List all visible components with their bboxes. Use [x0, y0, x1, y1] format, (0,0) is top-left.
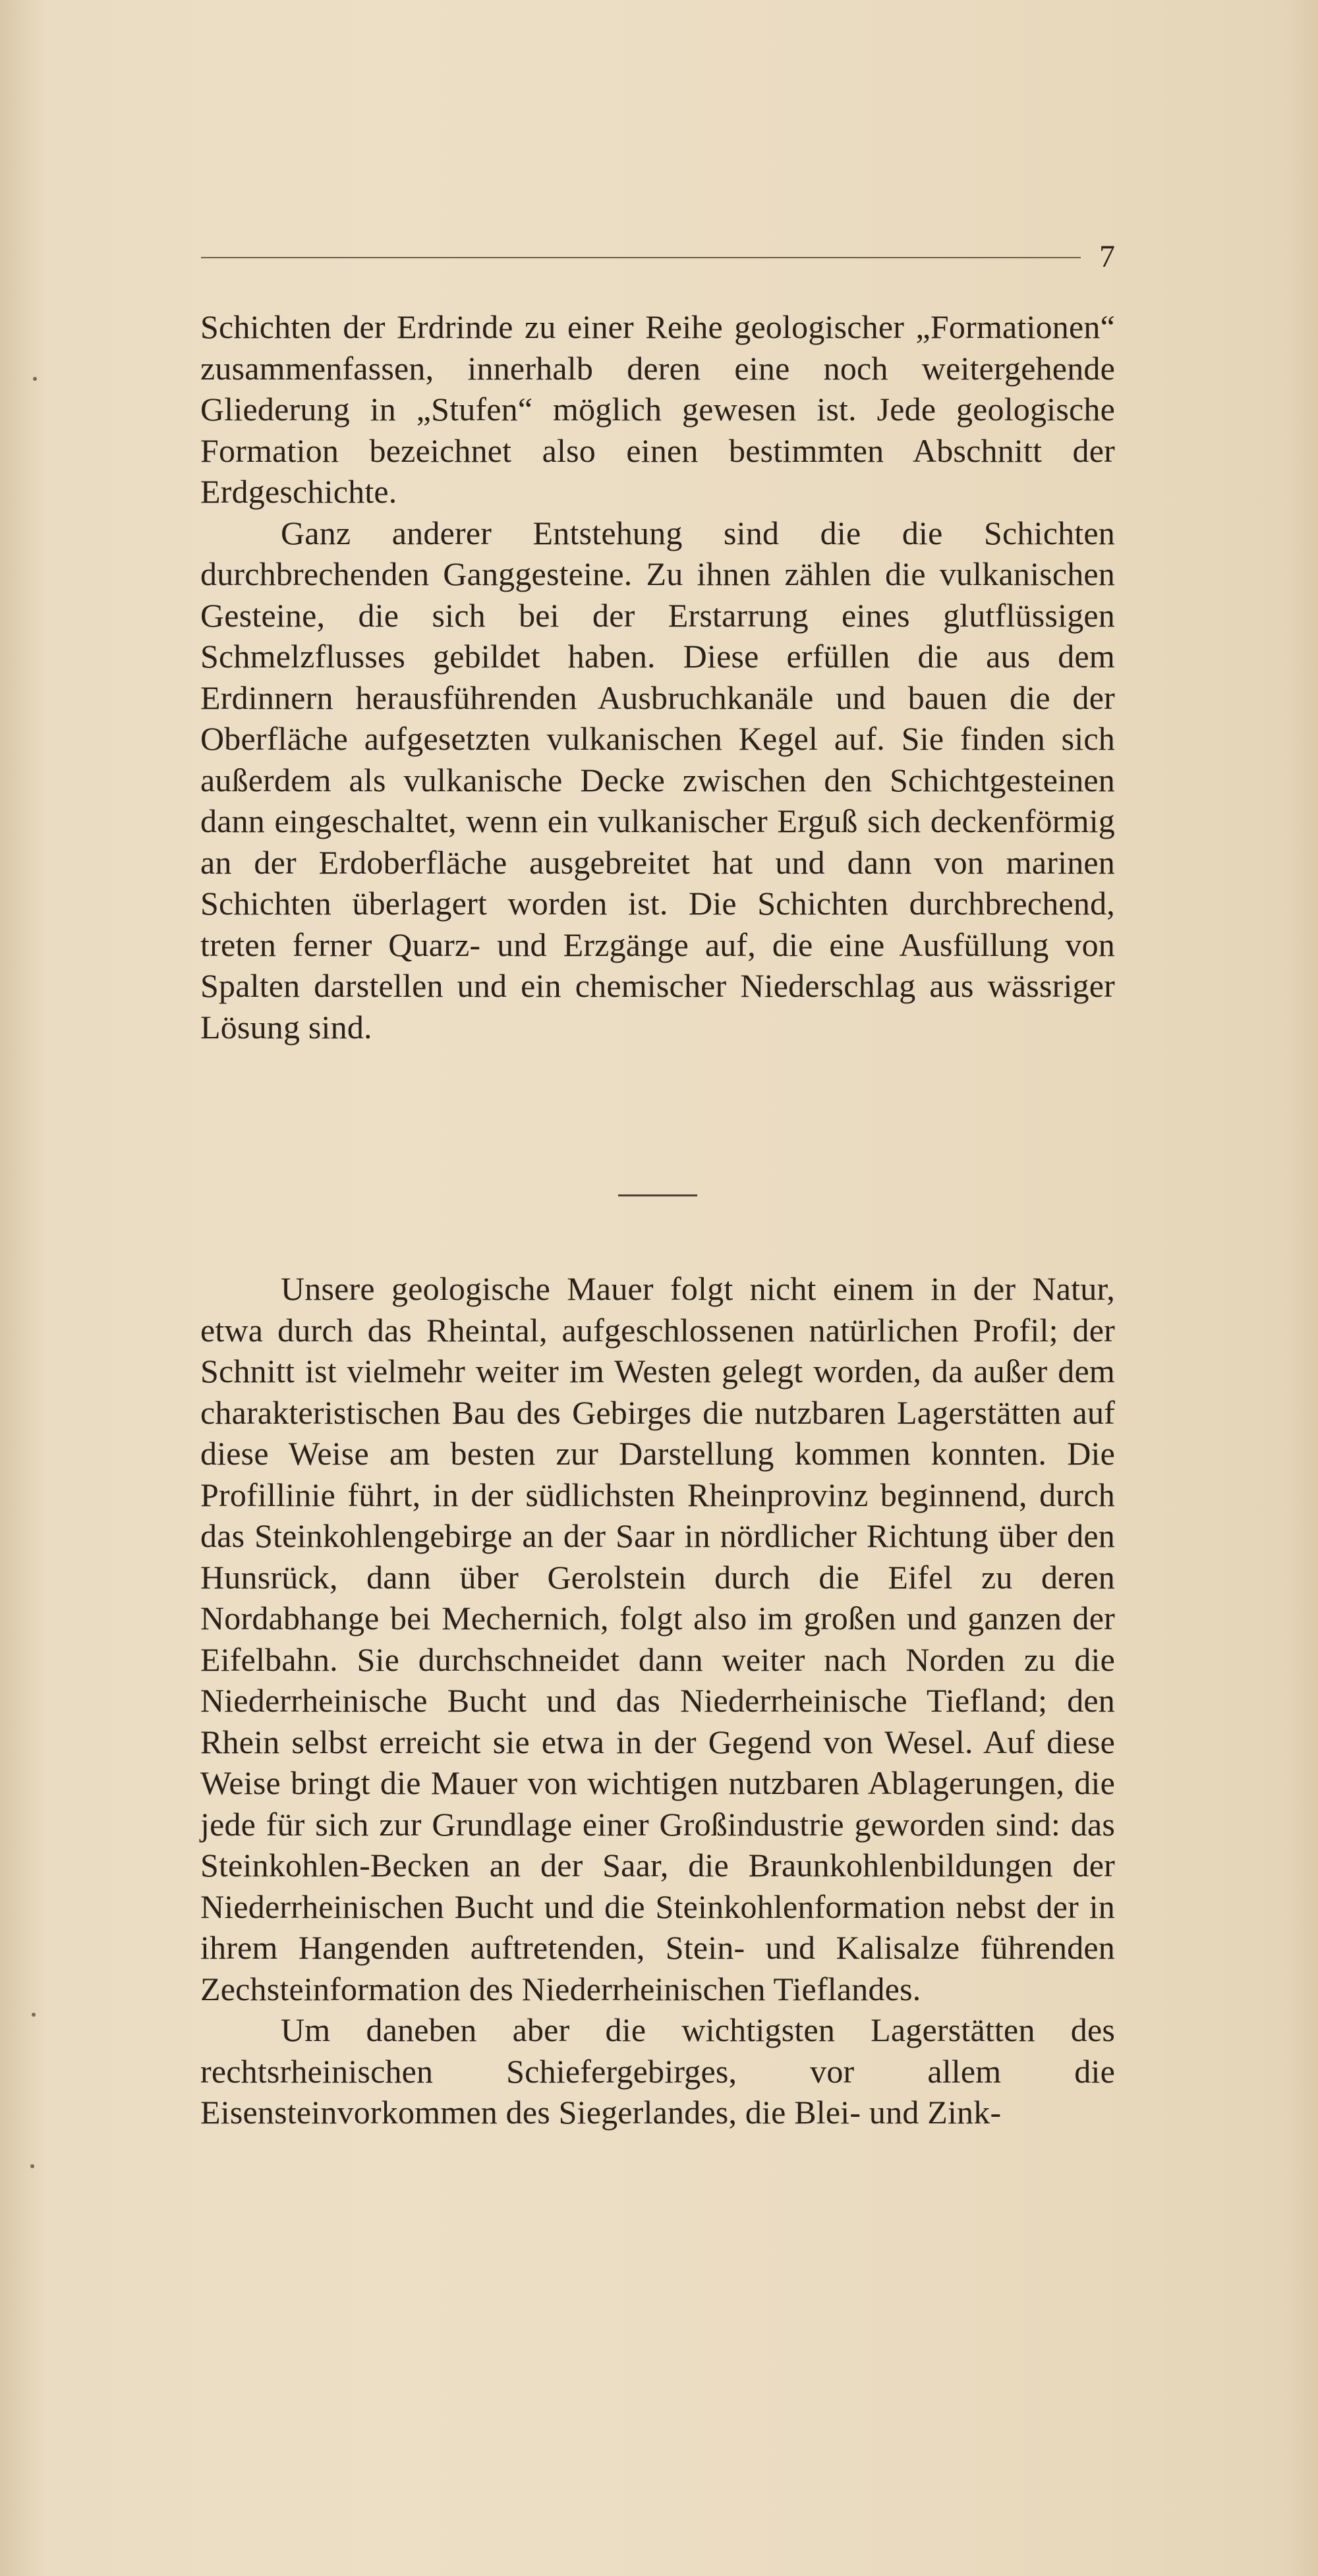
- paper-speck: [30, 2164, 34, 2168]
- section-separator: [618, 1194, 697, 1196]
- header-rule: [201, 257, 1081, 258]
- text-section-2: [200, 1268, 1115, 2133]
- paragraph: Schichten der Erdrinde zu einer Reihe geologischer „Formationen“ zusammenfassen, innerhalb deren eine noch weitergehende Gliederung in „Stufen“ möglich gewesen ist. Jede geologische Formation bezeichnet also einen bestimmten Abschnitt der Erdgeschichte.: [200, 308, 1115, 510]
- paragraph: Unsere geologische Mauer folgt nicht einem in der Natur, etwa durch das Rheintal, aufgeschlossenen natürlichen Profil; der Schnitt ist vielmehr weiter im Westen gelegt worden, da außer dem charakteristischen Bau des Gebirges die nutzbaren Lagerstätten auf diese Weise am besten zur Darstellung kommen konnten. Die Profillinie führt, in der südlichsten Rheinprovinz beginnend, durch das Steinkohlengebirge an der Saar in nördlicher Richtung über den Hunsrück, dann über Gerolstein durch die Eifel zu deren Nordabhange bei Mechernich, folgt also im großen und ganzen der Eifelbahn. Sie durchschneidet dann weiter nach Norden zu die Niederrheinische Bucht und das Niederrheinische Tiefland; den Rhein selbst erreicht sie etwa in der Gegend von Wesel. Auf diese Weise bringt die Mauer von wichtigen nutzbaren Ablagerungen, die jede für sich zur Grundlage einer Großindustrie geworden sind: das Steinkohlen-Becken an der Saar, die Braunkohlenbildungen der Niederrheinischen Bucht und die Steinkohlenformation nebst der in ihrem Hangenden auftretenden, Stein- und Kalisalze führenden Zechsteinformation des Niederrheinischen Tieflandes.: [200, 1270, 1115, 2007]
- paragraph: Um daneben aber die wichtigsten Lagerstätten des rechtsrheinischen Schiefergebirges, vor allem die Eisensteinvorkommen des Siegerlandes, die Blei- und Zink-: [200, 2011, 1115, 2131]
- page-number: 7: [1099, 239, 1115, 274]
- paragraph: Ganz anderer Entstehung sind die die Schichten durchbrechenden Ganggesteine. Zu ihnen zählen die vulkanischen Gesteine, die sich bei der Erstarrung eines glutflüssigen Schmelzflusses gebildet haben. Diese erfüllen die aus dem Erdinnern herausführenden Ausbruchkanäle und bauen die der Oberfläche aufgesetzten vulkanischen Kegel auf. Sie finden sich außerdem als vulkanische Decke zwischen den Schichtgesteinen dann eingeschaltet, wenn ein vulkanischer Erguß sich deckenförmig an der Erdoberfläche ausgebreitet hat und dann von marinen Schichten überlagert worden ist. Die Schichten durchbrechend, treten ferner Quarz- und Erzgänge auf, die eine Ausfüllung von Spalten darstellen und ein chemischer Niederschlag aus wässriger Lösung sind.: [200, 514, 1115, 1046]
- paper-speck: [32, 2013, 36, 2017]
- text-section-1: [200, 306, 1115, 1048]
- paper-speck: [33, 377, 37, 381]
